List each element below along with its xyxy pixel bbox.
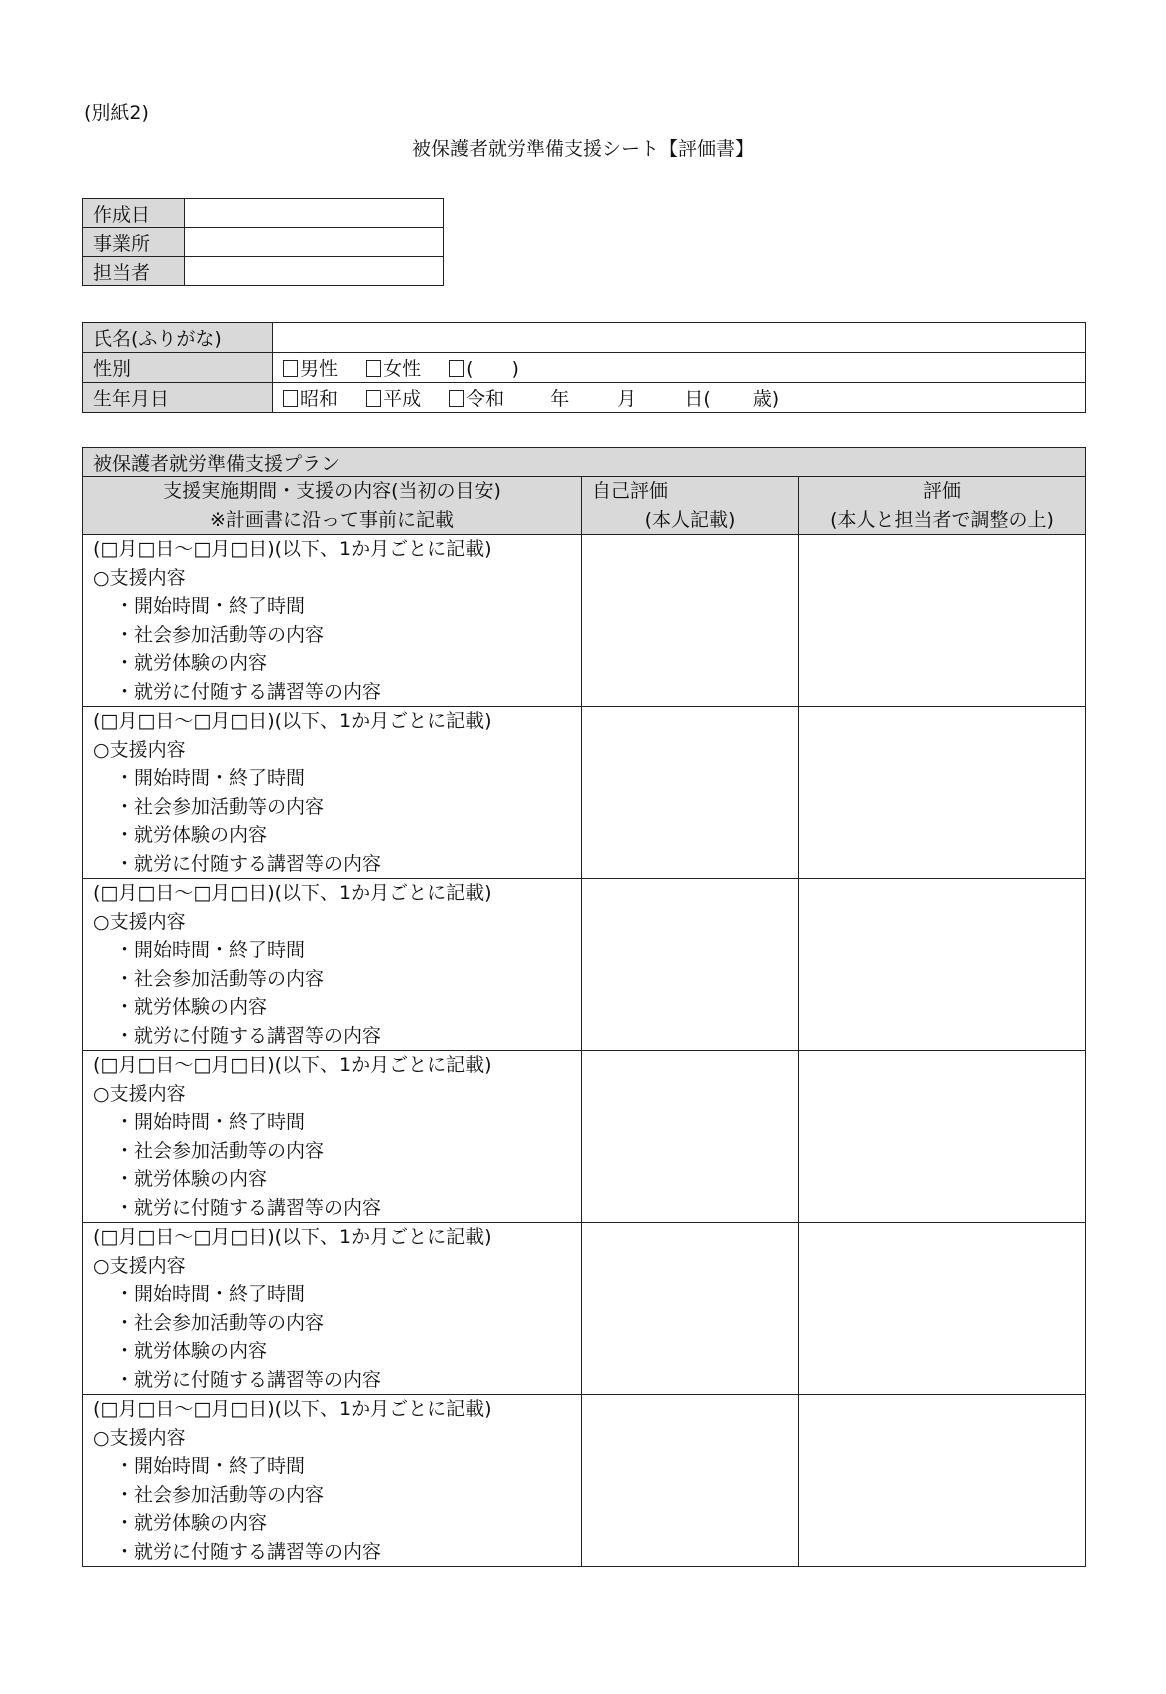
support-item: ・就労体験の内容 [115,1340,268,1362]
gender-other-option[interactable]: ( ) [449,358,519,380]
period-text: (□月□日～□月□日)(以下、1か月ごとに記載) [93,1398,492,1420]
gender-label: 性別 [83,353,273,383]
gender-female-option[interactable]: 女性 [366,358,421,380]
month-unit: 月 [617,388,637,410]
name-field[interactable] [273,323,1086,353]
plan-content-cell [83,1051,582,1223]
created-date-field[interactable] [185,199,444,228]
support-item: ・開始時間・終了時間 [115,767,306,789]
name-label: 氏名(ふりがな) [83,323,273,353]
plan-content-cell [83,535,582,707]
eval-cell[interactable] [799,1223,1086,1395]
period-text: (□月□日～□月□日)(以下、1か月ごとに記載) [93,1226,492,1248]
era-heisei-option[interactable]: 平成 [366,388,421,410]
era-reiwa-option[interactable]: 令和 [449,388,504,410]
plan-content-cell [83,1395,582,1567]
header-text: (本人と担当者で調整の上) [830,508,1054,531]
support-item: ・社会参加活動等の内容 [115,1483,325,1506]
plan-row [83,1395,1086,1567]
eval-cell[interactable] [799,535,1086,707]
plan-col-self-eval-header [582,477,799,535]
eval-cell[interactable] [799,707,1086,879]
support-item: ・就労体験の内容 [115,996,268,1018]
era-showa-option[interactable]: 昭和 [283,388,338,410]
plan-content-cell [83,1223,582,1395]
plan-content-cell [83,879,582,1051]
support-heading: ○支援内容 [93,1254,186,1277]
support-item: ・社会参加活動等の内容 [115,1311,325,1334]
support-heading: ○支援内容 [93,910,186,933]
support-item: ・就労に付随する講習等の内容 [115,852,382,875]
self-eval-cell[interactable] [582,1051,799,1223]
day-unit: 日( [684,388,711,410]
plan-title: 被保護者就労準備支援プラン [83,448,1086,477]
checkbox-icon [283,390,298,407]
support-heading: ○支援内容 [93,738,186,761]
info-table [82,198,444,286]
support-heading: ○支援内容 [93,566,186,589]
support-item: ・社会参加活動等の内容 [115,1139,325,1162]
support-item: ・就労体験の内容 [115,1512,268,1534]
period-text: (□月□日～□月□日)(以下、1か月ごとに記載) [93,538,492,560]
period-text: (□月□日～□月□日)(以下、1か月ごとに記載) [93,710,492,732]
checkbox-icon [366,360,381,377]
plan-row [83,707,1086,879]
self-eval-cell[interactable] [582,1223,799,1395]
plan-row [83,535,1086,707]
support-item: ・開始時間・終了時間 [115,1283,306,1305]
eval-cell[interactable] [799,1395,1086,1567]
support-item: ・就労体験の内容 [115,824,268,846]
header-text: (本人記載) [644,508,736,531]
support-plan-table [82,447,1086,1567]
support-heading: ○支援内容 [93,1426,186,1449]
plan-col-eval-header [799,477,1086,535]
eval-cell[interactable] [799,1051,1086,1223]
support-item: ・就労に付随する講習等の内容 [115,680,382,703]
self-eval-cell[interactable] [582,535,799,707]
self-eval-cell[interactable] [582,879,799,1051]
birthdate-field [273,383,1086,413]
support-item: ・開始時間・終了時間 [115,595,306,617]
self-eval-cell[interactable] [582,1395,799,1567]
year-unit: 年 [550,388,570,410]
support-item: ・就労体験の内容 [115,1168,268,1190]
self-eval-cell[interactable] [582,707,799,879]
header-text: 自己評価 [592,480,669,502]
checkbox-icon [366,390,381,407]
support-item: ・開始時間・終了時間 [115,1455,306,1477]
staff-label: 担当者 [83,257,185,286]
period-text: (□月□日～□月□日)(以下、1か月ごとに記載) [93,882,492,904]
plan-row [83,1223,1086,1395]
plan-row [83,879,1086,1051]
support-item: ・社会参加活動等の内容 [115,967,325,990]
support-item: ・社会参加活動等の内容 [115,795,325,818]
plan-content-cell [83,707,582,879]
office-field[interactable] [185,228,444,257]
support-item: ・就労に付随する講習等の内容 [115,1024,382,1047]
support-item: ・就労に付随する講習等の内容 [115,1540,382,1563]
support-item: ・就労体験の内容 [115,652,268,674]
header-text: ※計画書に沿って事前に記載 [210,508,454,531]
created-date-label: 作成日 [83,199,185,228]
checkbox-icon [283,360,298,377]
checkbox-icon [449,360,464,377]
birthdate-label: 生年月日 [83,383,273,413]
document-title: 被保護者就労準備支援シート【評価書】 [411,138,754,160]
support-item: ・就労に付随する講習等の内容 [115,1196,382,1219]
header-text: 評価 [922,480,961,502]
attachment-label: (別紙2) [84,102,149,124]
plan-col-content-header [83,477,582,535]
support-item: ・開始時間・終了時間 [115,939,306,961]
office-label: 事業所 [83,228,185,257]
person-table [82,322,1086,413]
eval-cell[interactable] [799,879,1086,1051]
gender-options [273,353,1086,383]
support-item: ・社会参加活動等の内容 [115,623,325,646]
age-unit: 歳) [752,388,780,410]
checkbox-icon [449,390,464,407]
plan-row [83,1051,1086,1223]
gender-male-option[interactable]: 男性 [283,358,338,380]
staff-field[interactable] [185,257,444,286]
support-item: ・就労に付随する講習等の内容 [115,1368,382,1391]
period-text: (□月□日～□月□日)(以下、1か月ごとに記載) [93,1054,492,1076]
support-item: ・開始時間・終了時間 [115,1111,306,1133]
header-text: 支援実施期間・支援の内容(当初の目安) [163,480,501,502]
support-heading: ○支援内容 [93,1082,186,1105]
